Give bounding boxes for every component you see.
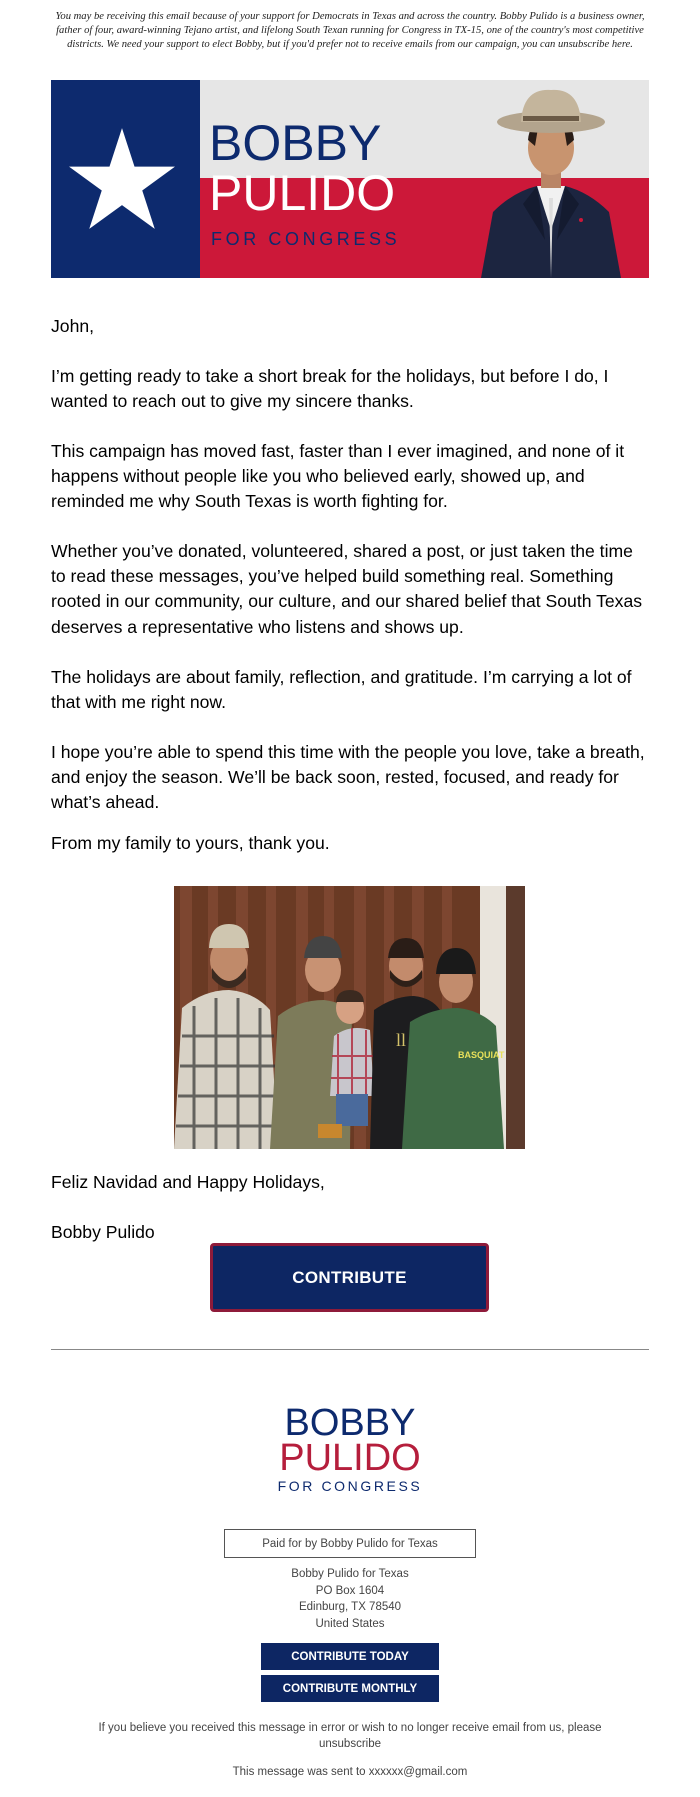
contribute-monthly-button[interactable]: CONTRIBUTE MONTHLY xyxy=(261,1675,439,1702)
closing: Feliz Navidad and Happy Holidays, xyxy=(51,1172,325,1192)
address-line-3: Edinburg, TX 78540 xyxy=(298,1601,402,1613)
paragraph-4: The holidays are about family, reflection, and gratitude. I’m carrying a lot of that with me right now. xyxy=(51,667,632,713)
disclaimer xyxy=(51,10,649,53)
paid-for-disclaimer: Paid for by Bobby Pulido for Texas xyxy=(224,1529,476,1558)
sent-to-prefix: This message was sent to xyxy=(232,1766,369,1778)
paragraph-6: From my family to yours, thank you. xyxy=(51,833,330,853)
unsubscribe-notice-text: If you believe you received this message in error or wish to no longer receive email from us, please xyxy=(98,1722,602,1734)
paragraph-5: I hope you’re able to spend this time with the people you love, take a breath, and enjoy the season. We’ll be back soon, rested, focused, and ready for what’s ahead. xyxy=(51,742,645,813)
banner-subtitle: FOR CONGRESS xyxy=(211,229,401,249)
address-line-4: United States xyxy=(315,1617,385,1630)
texas-star-icon xyxy=(69,128,175,230)
recipient-email: xxxxxx@gmail.com xyxy=(368,1766,468,1778)
signature: Bobby Pulido xyxy=(51,1222,155,1242)
contribute-button[interactable]: CONTRIBUTE xyxy=(210,1243,489,1312)
footer-logo xyxy=(0,1402,700,1494)
address-line-2: PO Box 1604 xyxy=(315,1584,385,1597)
unsubscribe-notice xyxy=(60,1720,640,1752)
paragraph-1: I’m getting ready to take a short break for the holidays, but before I do, I wanted to reach out to give my sincere thanks. xyxy=(51,366,609,412)
footer-logo-pulido: PULIDO xyxy=(279,1437,421,1479)
paragraph-3: Whether you’ve donated, volunteered, shared a post, or just taken the time to read these messages, you’ve helped build something real. Something rooted in our community, our culture, and our shared belief that South Texas deserves a representative who listens and shows up. xyxy=(51,541,643,637)
unsubscribe-link[interactable]: unsubscribe xyxy=(318,1738,381,1750)
mailing-address xyxy=(0,1566,700,1632)
svg-text:BASQUIAT: BASQUIAT xyxy=(458,1050,505,1060)
banner-name-bobby: BOBBY xyxy=(209,115,382,171)
disclaimer-text: You may be receiving this email because of your support for Democrats in Texas and across the country. Bobby Pulido is a business owner, father of four, award-winning Tejano artist, and lifelong South Texan running for Congress in TX-15, one of the country's most competitive districts. We need your support to elect Bobby, but if you'd prefer not to receive emails from our campaign, you can xyxy=(55,11,645,51)
contribute-today-button[interactable]: CONTRIBUTE TODAY xyxy=(261,1643,439,1670)
paragraph-2: This campaign has moved fast, faster than I ever imagined, and none of it happens without people like you who believed early, showed up, and reminded me why South Texas is worth fighting for. xyxy=(51,441,625,512)
family-photo xyxy=(174,886,525,1149)
sent-to-notice xyxy=(0,1766,700,1778)
greeting: John, xyxy=(51,316,95,336)
divider xyxy=(51,1349,649,1350)
banner-name-pulido: PULIDO xyxy=(209,165,396,221)
campaign-banner xyxy=(51,80,649,278)
footer-logo-bobby: BOBBY xyxy=(284,1402,416,1444)
unsubscribe-here-link[interactable]: unsubscribe here. xyxy=(557,39,633,51)
candidate-portrait xyxy=(453,80,649,278)
svg-text:ll: ll xyxy=(396,1030,407,1050)
address-line-1: Bobby Pulido for Texas xyxy=(291,1568,409,1580)
footer-logo-subtitle: FOR CONGRESS xyxy=(277,1478,423,1494)
